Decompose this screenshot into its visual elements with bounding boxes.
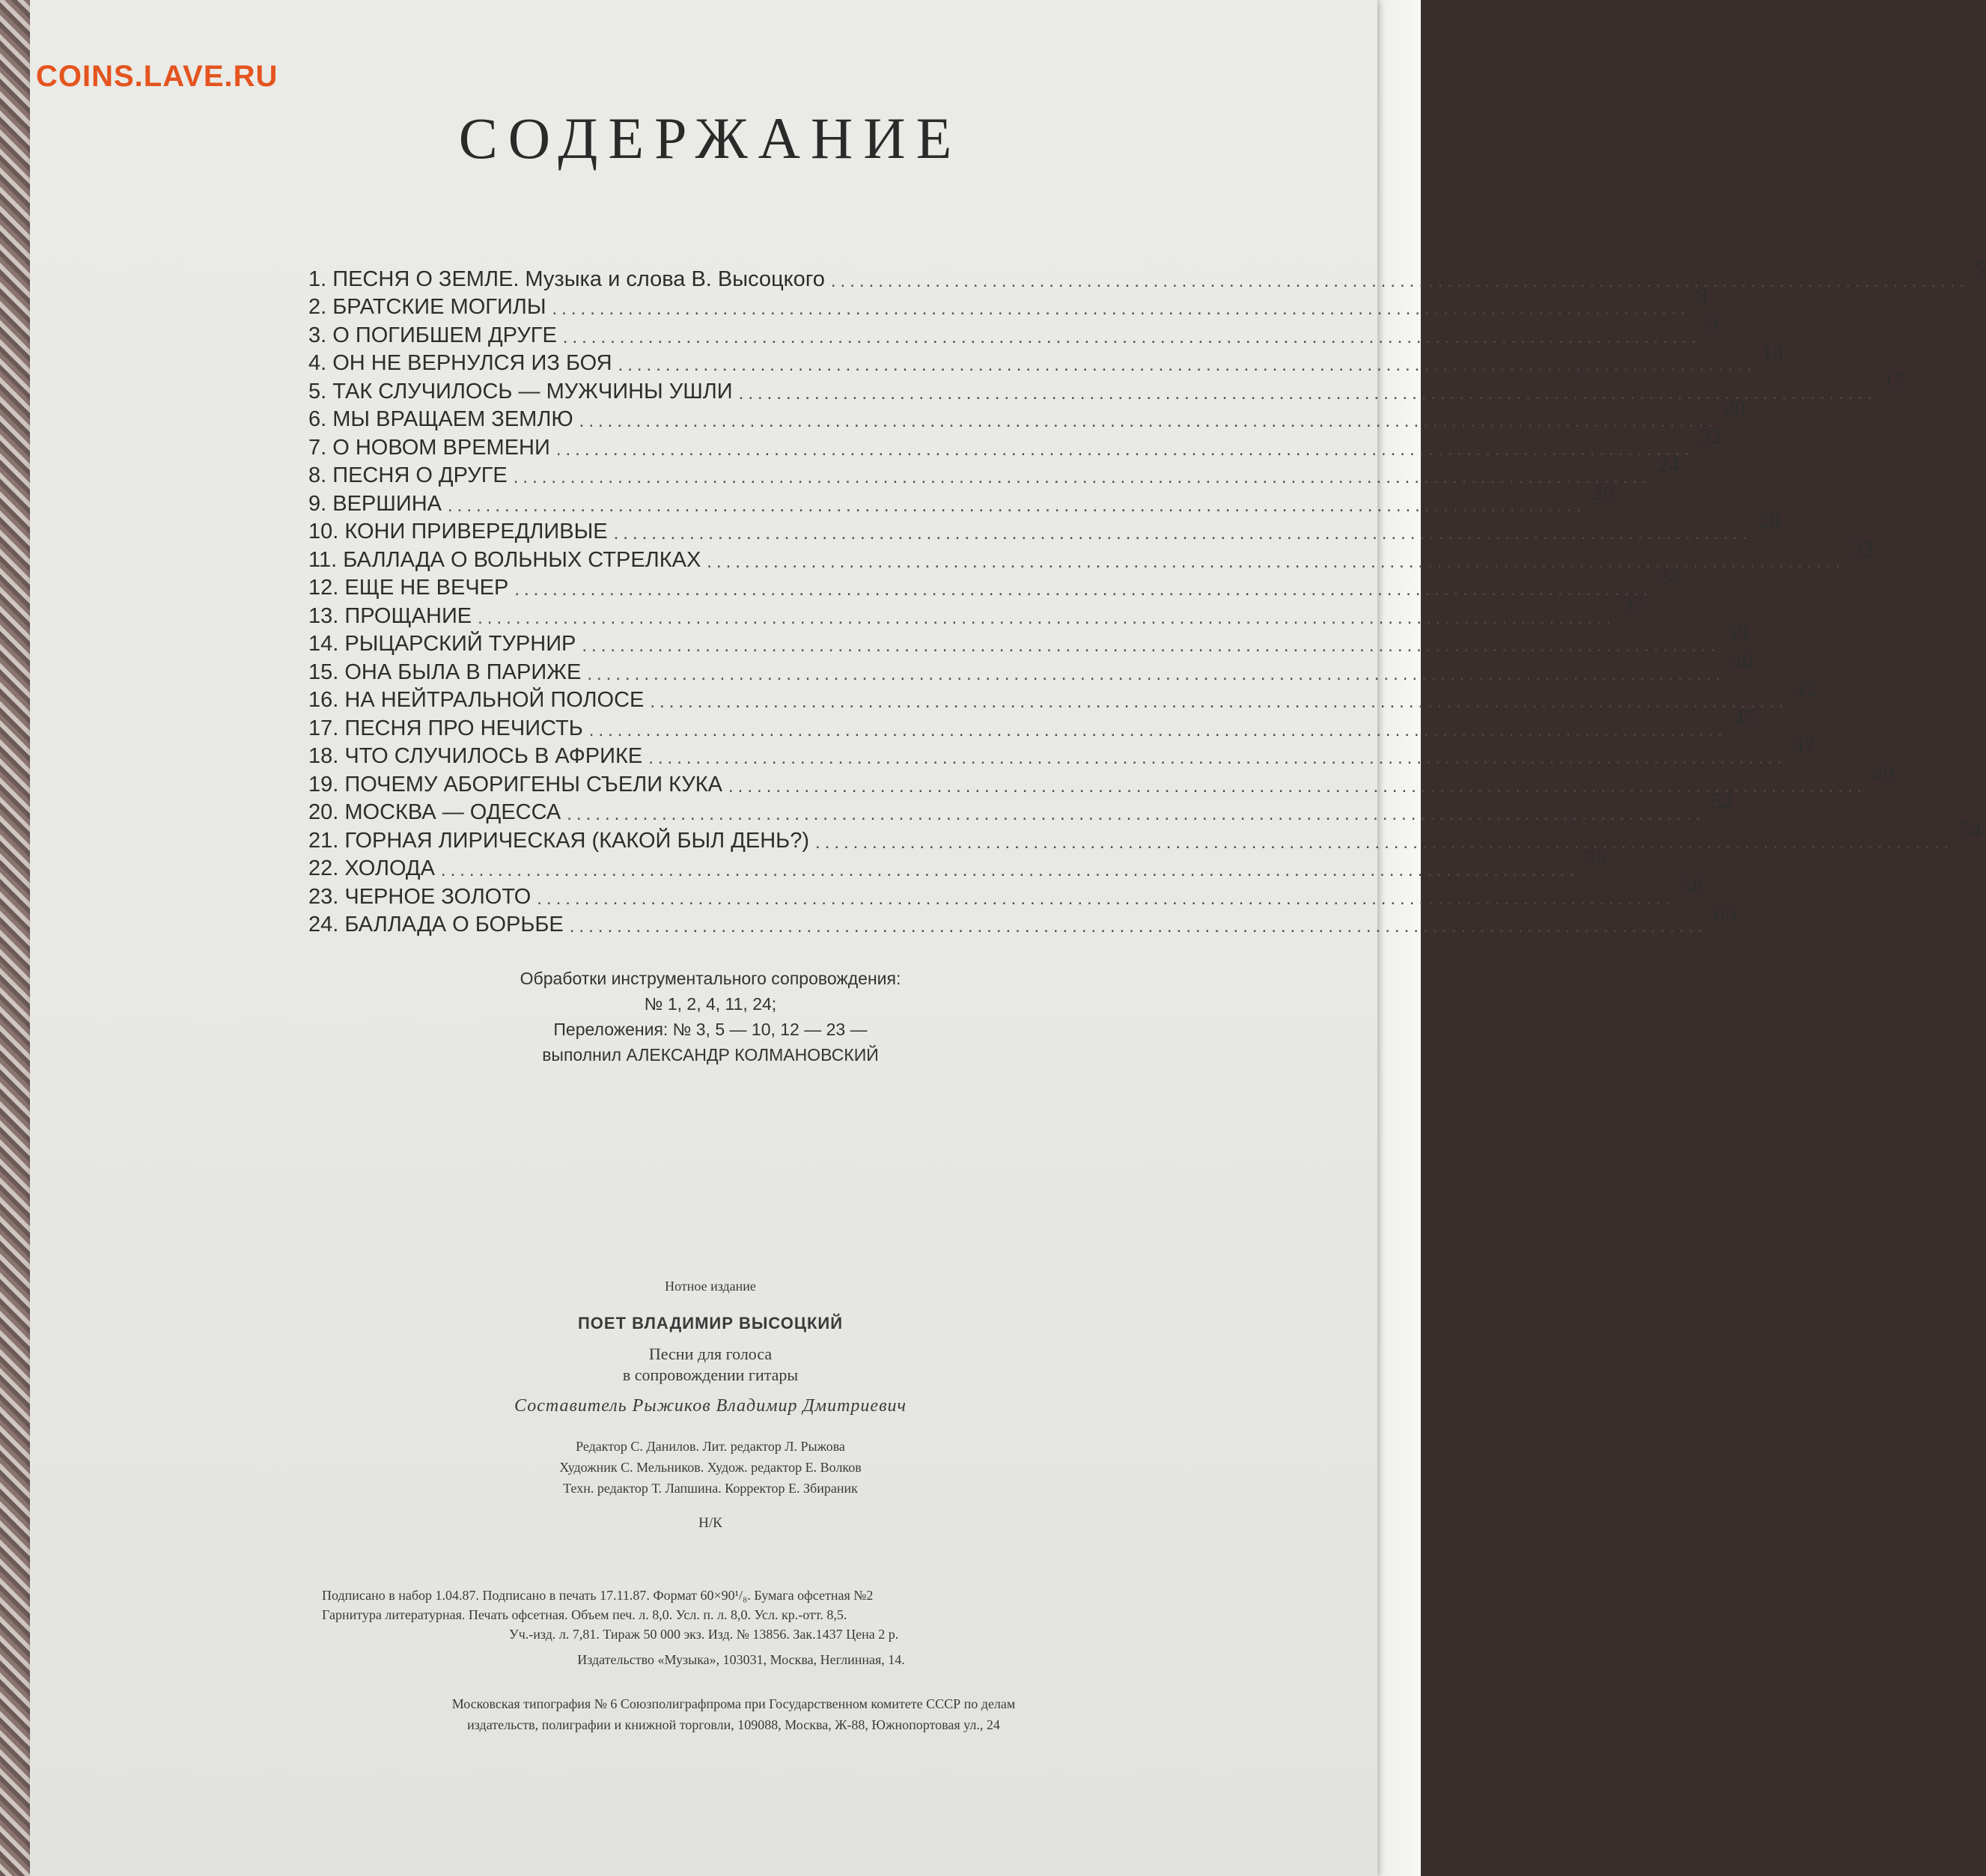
staff-line: Техн. редактор Т. Лапшина. Корректор Е. Збираник — [563, 1481, 858, 1496]
credits-line: выполнил АЛЕКСАНДР КОЛМАНОВСКИЙ — [542, 1045, 879, 1065]
toc-entry — [308, 845, 1608, 882]
toc-entry — [308, 396, 1746, 433]
toc-entry — [308, 368, 1905, 404]
toc-entry-page: 56 — [1585, 845, 1608, 870]
toc-entry-page: 8 — [1696, 284, 1708, 308]
toc-leader-dots: ........................................................................................................................ — [707, 551, 1845, 572]
toc-leader-dots: ........................................................................................................................ — [555, 439, 1694, 460]
toc-entry — [308, 873, 1704, 910]
toc-entry — [308, 733, 1815, 770]
table-of-contents — [308, 255, 1986, 937]
toc-entry — [308, 536, 1874, 573]
toc-leader-dots: ........................................................................................................................ — [514, 579, 1653, 600]
credits-line: № 1, 2, 4, 11, 24; — [644, 994, 777, 1014]
toc-entry-page: 49 — [1872, 761, 1895, 786]
imprint-line: Гарнитура литературная. Печать офсетная. Объем печ. л. 8,0. Усл. п. л. 8,0. Усл. кр.-отт. 8,5. — [322, 1607, 847, 1622]
toc-entry — [308, 677, 1817, 713]
edition-type: Нотное издание — [665, 1279, 756, 1294]
toc-leader-dots: ........................................................................................................................ — [588, 719, 1727, 740]
toc-entry-page: 42 — [1794, 677, 1817, 701]
toc-entry-title: 7. О НОВОМ ВРЕМЕНИ — [308, 435, 550, 460]
toc-leader-dots: ........................................................................................................................ — [650, 692, 1788, 712]
toc-entry — [308, 648, 1754, 685]
toc-entry-page: 14 — [1761, 340, 1785, 365]
toc-entry-title: 17. ПЕСНЯ ПРО НЕЧИСТЬ — [308, 716, 583, 740]
toc-entry-title: 8. ПЕСНЯ О ДРУГЕ — [308, 463, 508, 487]
toc-leader-dots: ........................................................................................................................ — [552, 299, 1690, 319]
toc-leader-dots: ........................................................................................................................ — [587, 663, 1725, 684]
toc-entry-page: 22 — [1699, 424, 1722, 449]
toc-entry — [308, 592, 1645, 629]
colophon — [0, 1279, 1421, 1532]
toc-entry-page: 5 — [1975, 255, 1986, 281]
toc-entry — [308, 704, 1755, 741]
toc-entry — [308, 284, 1708, 320]
toc-entry-title: 3. О ПОГИБШЕМ ДРУГЕ — [308, 323, 557, 347]
printer-info — [307, 1693, 1160, 1735]
imprint-line: Подписано в набор 1.04.87. Подписано в печать 17.11.87. Формат 60×90¹/₈. Бумага офсетная №2 — [322, 1588, 874, 1603]
toc-entry-title: 2. БРАТСКИЕ МОГИЛЫ — [308, 295, 546, 319]
toc-entry-page: 17 — [1882, 368, 1905, 393]
toc-entry-title: 18. ЧТО СЛУЧИЛОСЬ В АФРИКЕ — [308, 744, 643, 768]
toc-entry-title: 22. ХОЛОДА — [308, 856, 435, 880]
book-title: ПОЕТ ВЛАДИМИР ВЫСОЦКИЙ — [577, 1314, 844, 1333]
arrangement-credits — [0, 966, 1421, 1068]
toc-entry-page: 39 — [1725, 621, 1749, 645]
toc-entry-page: 54 — [1959, 817, 1982, 842]
toc-entry — [308, 311, 1718, 348]
toc-leader-dots: ........................................................................................................................ — [567, 804, 1705, 824]
toc-entry-title: 12. ЕЩЕ НЕ ВЕЧЕР — [308, 576, 509, 600]
toc-entry-title: 20. МОСКВА — ОДЕССА — [308, 800, 561, 824]
toc-entry-page: 47 — [1792, 733, 1815, 758]
toc-leader-dots: ........................................................................................................................ — [648, 748, 1787, 768]
staff-list — [0, 1436, 1421, 1499]
toc-entry-page: 24 — [1657, 452, 1680, 477]
subtitle-line-2: в сопровождении гитары — [622, 1365, 799, 1384]
toc-leader-dots: ........................................................................................................................ — [579, 411, 1717, 431]
toc-leader-dots: ........................................................................................................................ — [513, 467, 1651, 487]
toc-entry — [308, 255, 1986, 292]
toc-entry-page: 40 — [1731, 648, 1754, 674]
toc-leader-dots: ........................................................................................................................ — [569, 916, 1708, 937]
toc-entry-title: 16. НА НЕЙТРАЛЬНОЙ ПОЛОСЕ — [308, 688, 645, 712]
toc-entry — [308, 621, 1749, 657]
toc-entry — [308, 340, 1785, 377]
toc-leader-dots: ........................................................................................................................ — [618, 355, 1756, 375]
toc-entry-title: 11. БАЛЛАДА О ВОЛЬНЫХ СТРЕЛКАХ — [308, 547, 701, 572]
toc-entry-title: 10. КОНИ ПРИВЕРЕДЛИВЫЕ — [308, 520, 608, 543]
toc-entry-title: 14. РЫЦАРСКИЙ ТУРНИР — [308, 632, 576, 656]
credits-line: Переложения: № 3, 5 — 10, 12 — 23 — — [553, 1020, 868, 1039]
toc-leader-dots: ........................................................................................................................ — [478, 607, 1616, 628]
watermark: COINS.LAVE.RU — [36, 60, 278, 93]
toc-entry — [308, 817, 1982, 853]
toc-entry-title: 19. ПОЧЕМУ АБОРИГЕНЫ СЪЕЛИ КУКА — [308, 772, 723, 797]
toc-entry-title: 9. ВЕРШИНА — [308, 491, 442, 516]
toc-entry-page: 60 — [1713, 901, 1736, 926]
toc-entry-page: 58 — [1681, 873, 1704, 898]
toc-leader-dots: ........................................................................................................................ — [815, 832, 1954, 853]
staff-line: Редактор С. Данилов. Лит. редактор Л. Рыжова — [576, 1439, 845, 1454]
printer-line: Московская типография № 6 Союзполиграфпрома при Государственном комитете СССР по делам — [451, 1696, 1016, 1711]
toc-entry-page: 28 — [1757, 508, 1780, 533]
imprint — [322, 1586, 1160, 1669]
toc-entry-page: 26 — [1591, 480, 1615, 505]
toc-entry — [308, 424, 1722, 460]
toc-leader-dots: ........................................................................................................................ — [537, 888, 1675, 909]
toc-entry-page: 37 — [1621, 592, 1645, 618]
toc-entry-title: 4. ОН НЕ ВЕРНУЛСЯ ИЗ БОЯ — [308, 351, 612, 375]
credits-line: Обработки инструментального сопровождения: — [520, 969, 901, 988]
toc-leader-dots: ........................................................................................................................ — [562, 326, 1701, 347]
toc-entry-title: 24. БАЛЛАДА О БОРЬБЕ — [308, 913, 564, 937]
toc-entry — [308, 452, 1680, 489]
toc-entry-title: 6. МЫ ВРАЩАЕМ ЗЕМЛЮ — [308, 407, 573, 431]
toc-entry — [308, 480, 1615, 517]
toc-leader-dots: ........................................................................................................................ — [440, 860, 1580, 880]
printer-line: издательств, полиграфии и книжной торговли, 109088, Москва, Ж-88, Южнопортовая ул., 24 — [467, 1717, 1000, 1732]
toc-entry — [308, 564, 1681, 601]
toc-leader-dots: ........................................................................................................................ — [728, 776, 1867, 797]
toc-leader-dots: ........................................................................................................................ — [738, 383, 1877, 403]
toc-entry-title: 1. ПЕСНЯ О ЗЕМЛЕ. Музыка и слова В. Высоцкого — [308, 267, 825, 291]
toc-leader-dots: ........................................................................................................................ — [830, 270, 1970, 291]
toc-leader-dots: ........................................................................................................................ — [613, 523, 1752, 543]
toc-entry-page: 45 — [1732, 704, 1755, 730]
toc-entry-page: 9 — [1706, 311, 1718, 337]
toc-leader-dots: ........................................................................................................................ — [582, 636, 1720, 656]
page-title: СОДЕРЖАНИЕ — [458, 106, 963, 171]
toc-entry-title: 23. ЧЕРНОЕ ЗОЛОТО — [308, 884, 531, 909]
toc-entry-title: 15. ОНА БЫЛА В ПАРИЖЕ — [308, 660, 582, 684]
subtitle — [0, 1344, 1421, 1386]
staff-line: Художник С. Мельников. Худож. редактор Е. Волков — [559, 1460, 862, 1475]
publisher-address: Издательство «Музыка», 103031, Москва, Неглинная, 14. — [577, 1652, 905, 1667]
subtitle-line-1: Песни для голоса — [648, 1344, 773, 1363]
toc-entry — [308, 789, 1734, 826]
toc-entry-page: 20 — [1722, 396, 1746, 421]
imprint-line: Уч.-изд. л. 7,81. Тираж 50 000 экз. Изд. № 13856. Зак.1437 Цена 2 р. — [509, 1627, 899, 1642]
toc-leader-dots: ........................................................................................................................ — [447, 495, 1586, 516]
compiler: Составитель Рыжиков Владимир Дмитриевич — [514, 1396, 907, 1416]
edition-mark: Н/К — [698, 1515, 722, 1531]
toc-entry-title: 21. ГОРНАЯ ЛИРИЧЕСКАЯ (КАКОЙ БЫЛ ДЕНЬ?) — [308, 828, 809, 853]
toc-entry-title: 13. ПРОЩАНИЕ — [308, 603, 472, 628]
toc-entry-page: 34 — [1658, 564, 1681, 589]
toc-entry-page: 52 — [1711, 789, 1734, 814]
toc-entry — [308, 508, 1780, 545]
toc-entry — [308, 761, 1895, 797]
toc-entry-title: 5. ТАК СЛУЧИЛОСЬ — МУЖЧИНЫ УШЛИ — [308, 379, 733, 403]
toc-entry — [308, 901, 1736, 938]
toc-entry-page: 32 — [1851, 536, 1874, 561]
